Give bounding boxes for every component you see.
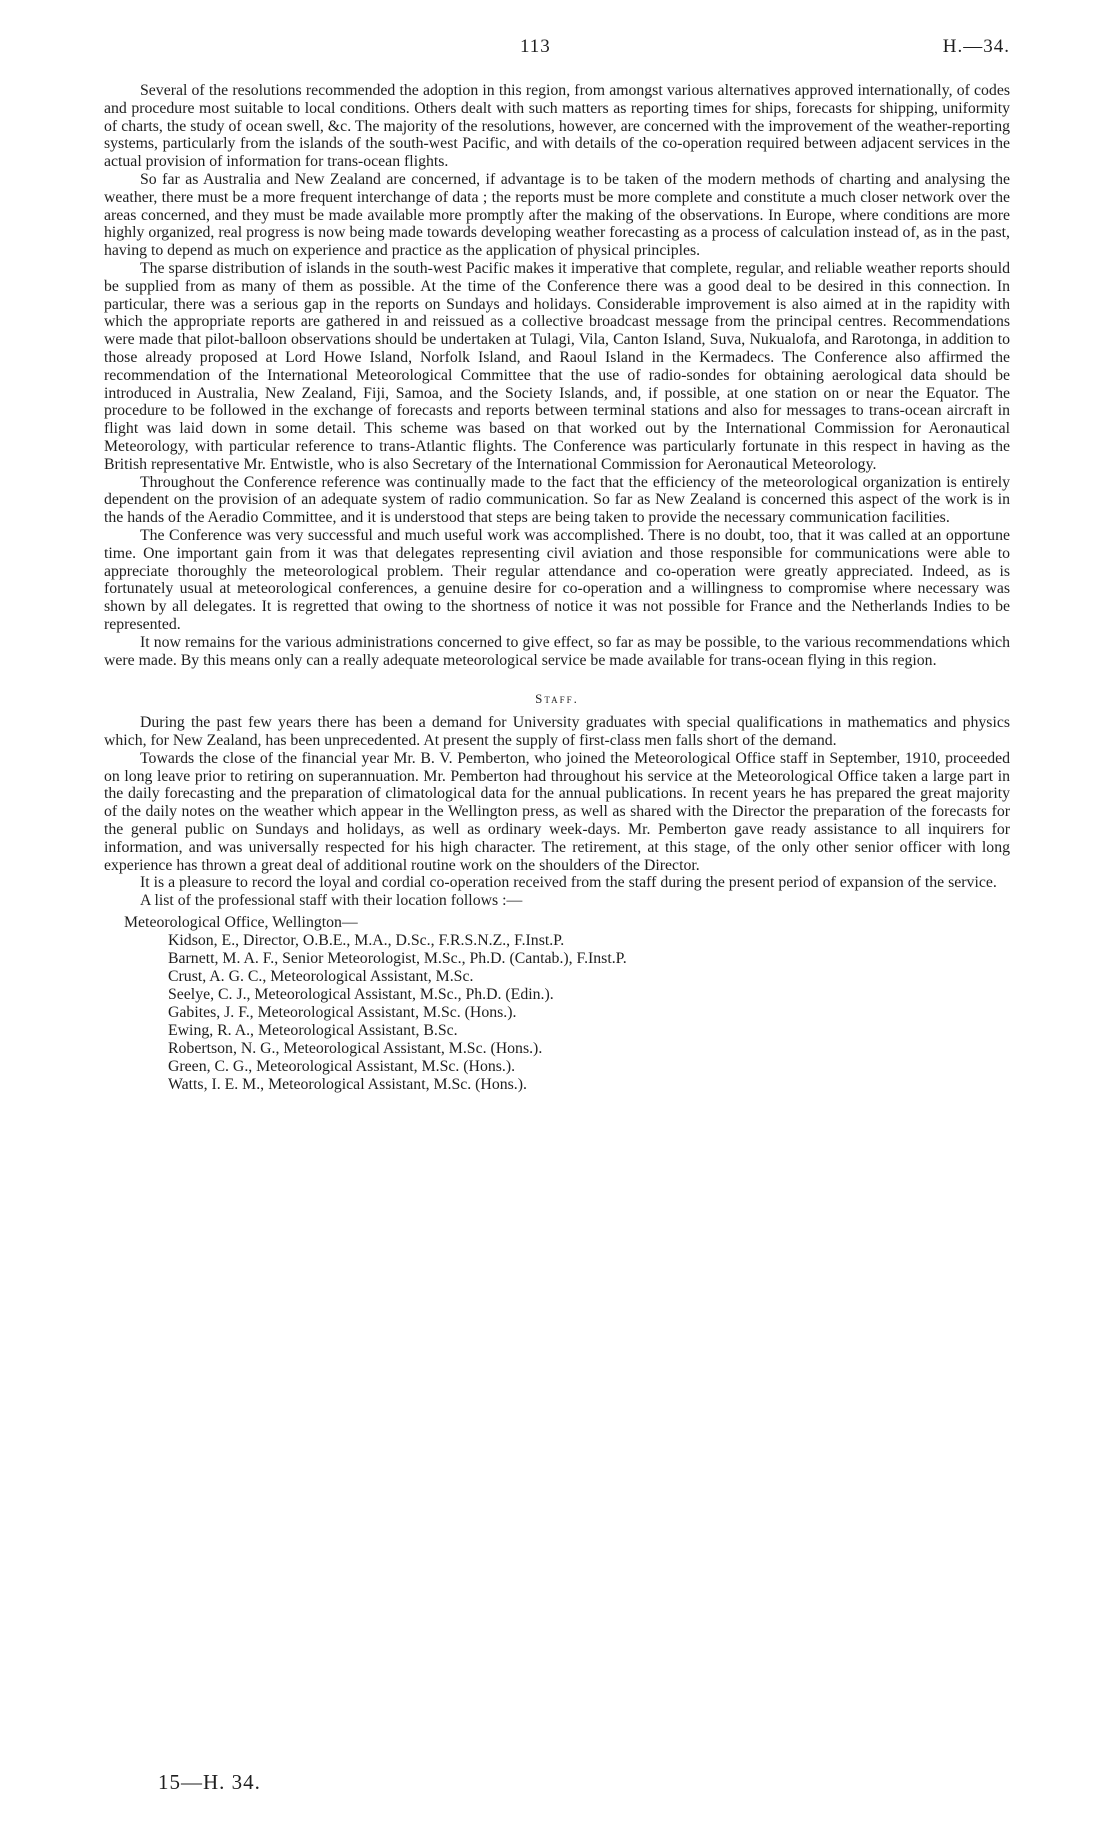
list-item: Watts, I. E. M., Meteorological Assistant, M.Sc. (Hons.). <box>168 1076 527 1094</box>
list-item: Green, C. G., Meteorological Assistant, M.Sc. (Hons.). <box>168 1058 516 1076</box>
list-item: Barnett, M. A. F., Senior Meteorologist, M.Sc., Ph.D. (Cantab.), F.Inst.P. <box>168 950 627 968</box>
list-item: Crust, A. G. C., Meteorological Assistant, M.Sc. <box>168 968 474 986</box>
list-item: Robertson, N. G., Meteorological Assistant, M.Sc. (Hons.). <box>168 1040 543 1058</box>
paragraph-radio-communication: Throughout the Conference reference was continually made to the fact that the efficiency of the meteorological organization is entirely dependent on the provision of an adequate system of radio communication. So far as New Zealand is concerned this aspect of the work is in the hands of the Aeradio Committee, and it is understood that steps are being taken to provide the necessary communication facilities. <box>104 473 1010 527</box>
paragraph-cooperation: It is a pleasure to record the loyal and cordial co-operation received from the staff during the present period of expansion of the service. <box>140 874 997 892</box>
document-reference: H.—34. <box>942 36 1010 57</box>
paragraph-conference-success: The Conference was very successful and much useful work was accomplished. There is no doubt, too, that it was called at an opportune time. One important gain from it was that delegates representing civil aviation and those responsible for communications were able to appreciate thoroughly the meteorological problem. Their regular attendance and co-operation were greatly appreciated. Indeed, as is fortunately usual at meteorological conferences, a genuine desire for co-operation and a willingness to compromise where necessary was shown by all delegates. It is regretted that owing to the shortness of notice it was not possible for France and the Netherlands Indies to be represented. <box>104 526 1010 633</box>
paragraph-pacific-islands: The sparse distribution of islands in the south-west Pacific makes it imperative that complete, regular, and reliable weather reports should be supplied from as many of them as possible. At the time of the Conference there was a good deal to be desired in this connection. In particular, there was a serious gap in the reports on Sundays and holidays. Considerable improvement is also aimed at in the rapidity with which the appropriate reports are gathered in and reissued as a collective broadcast message from the principal centres. Recommendations were made that pilot-balloon observations should be undertaken at Tulagi, Vila, Canton Island, Suva, Nukualofa, and Rarotonga, in addition to those already proposed at Lord Howe Island, Norfolk Island, and Raoul Island in the Kermadecs. The Conference also affirmed the recommendation of the International Meteorological Committee that the use of radio-sondes for obtaining aerological data should be introduced in Australia, New Zealand, Fiji, Samoa, and the Society Islands, and, if possible, at one station on or near the Equator. The procedure to be followed in the exchange of forecasts and reports between terminal stations and also for messages to trans-ocean aircraft in flight was laid down in some detail. This scheme was based on that worked out by the International Commission for Aeronautical Meteorology, with particular reference to trans-Atlantic flights. The Conference was particularly fortunate in this respect in having as the British representative Mr. Entwistle, who is also Secretary of the International Commission for Aeronautical Meteorology. <box>104 259 1010 473</box>
list-item: Gabites, J. F., Meteorological Assistant, M.Sc. (Hons.). <box>168 1004 517 1022</box>
paragraph-staff-list-intro: A list of the professional staff with their location follows :— <box>140 892 523 910</box>
list-item: Kidson, E., Director, O.B.E., M.A., D.Sc., F.R.S.N.Z., F.Inst.P. <box>168 932 565 950</box>
staff-list <box>104 914 1010 1094</box>
list-item: Ewing, R. A., Meteorological Assistant, B.Sc. <box>168 1022 458 1040</box>
page-number: 113 <box>520 36 551 57</box>
paragraph-pemberton: Towards the close of the financial year Mr. B. V. Pemberton, who joined the Meteorological Office staff in September, 1910, proceeded on long leave prior to retiring on superannuation. Mr. Pemberton had throughout his service at the Meteorological Office taken a large part in the daily forecasting and the preparation of climatological data for the annual publications. In recent years he has prepared the great majority of the daily notes on the weather which appear in the Wellington press, as well as shared with the Director the preparation of the forecasts for the general public on Sundays and holidays, as well as ordinary week-days. Mr. Pemberton gave ready assistance to all inquirers for information, and was universally respected for his high character. The retirement, at this stage, of the only other senior officer with long experience has thrown a great deal of additional routine work on the shoulders of the Director. <box>104 749 1010 874</box>
paragraph-australia-nz: So far as Australia and New Zealand are concerned, if advantage is to be taken of the modern methods of charting and analysing the weather, there must be a more frequent interchange of data ; the reports must be more complete and constitute a much closer network over the areas concerned, and they must be made available more promptly after the making of the observations. In Europe, where conditions are more highly organized, real progress is now being made towards developing weather forecasting as a process of calculation instead of, as in the past, having to depend as much on experience and practice as the application of physical principles. <box>104 170 1010 260</box>
paragraph-resolutions: Several of the resolutions recommended the adoption in this region, from amongst various alternatives approved internationally, of codes and procedure most suitable to local conditions. Others dealt with such matters as reporting times for ships, forecasts for shipping, uniformity of charts, the study of ocean swell, &c. The majority of the resolutions, however, are concerned with the improvement of the weather-reporting systems, particularly from the islands of the south-west Pacific, and with details of the co-operation required between adjacent services in the actual provision of information for trans-ocean flights. <box>104 82 1010 171</box>
page-header <box>0 36 1114 66</box>
staff-group-label: Meteorological Office, Wellington— <box>124 914 358 932</box>
list-item: Seelye, C. J., Meteorological Assistant, M.Sc., Ph.D. (Edin.). <box>168 986 554 1004</box>
footer-signature-reference: 15—H. 34. <box>158 1770 261 1794</box>
paragraph-staff-demand: During the past few years there has been a demand for University graduates with special qualifications in mathematics and physics which, for New Zealand, has been unprecedented. At present the supply of first-class men falls short of the demand. <box>104 714 1010 750</box>
section-heading-staff: Staff. <box>535 691 579 707</box>
paragraph-administrations: It now remains for the various administrations concerned to give effect, so far as may be possible, to the various recommendations which were made. By this means only can a really adequate meteorological service be made available for trans-ocean flying in this region. <box>104 633 1010 669</box>
page-body <box>104 82 1010 1094</box>
